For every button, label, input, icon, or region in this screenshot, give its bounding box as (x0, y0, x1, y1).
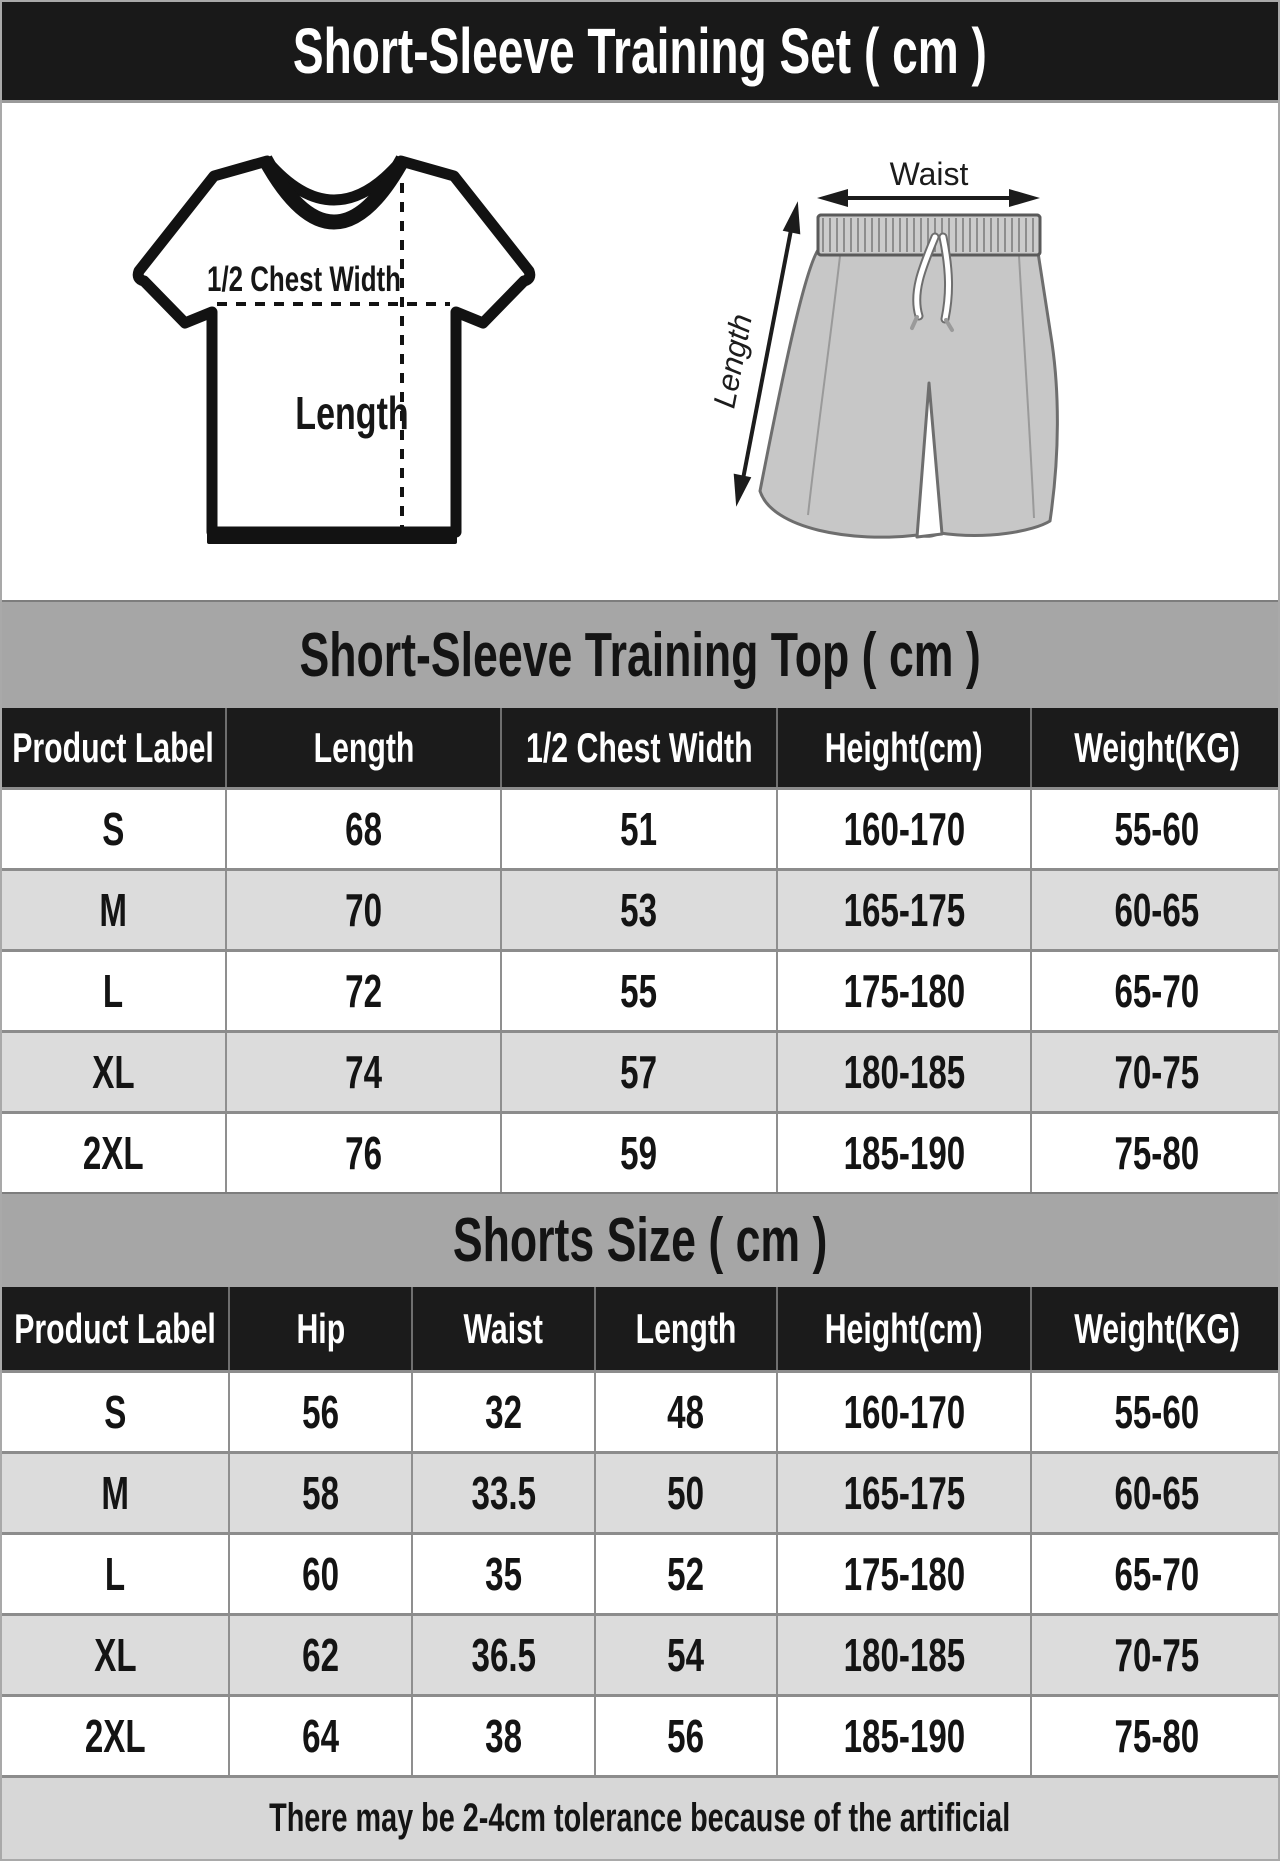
shorts-table-title: Shorts Size ( cm ) (452, 1206, 828, 1275)
table-row (2, 1370, 1280, 1451)
table-cell: 175-180 (778, 952, 1032, 1030)
tshirt-hem (207, 528, 457, 544)
table-row (2, 1613, 1280, 1694)
top-table-section-header (2, 600, 1278, 708)
top-table-title: Short-Sleeve Training Top ( cm ) (299, 620, 981, 690)
table-cell: 58 (230, 1454, 413, 1532)
table-row (2, 868, 1280, 949)
column-header: Length (227, 708, 502, 787)
table-cell: 60-65 (1114, 884, 1200, 936)
table-cell: 65-70 (1114, 965, 1200, 1017)
measurement-diagrams (2, 103, 1278, 600)
table-row (2, 1532, 1280, 1613)
column-header: Weight(KG) (1032, 1287, 1280, 1370)
table-cell: 75-80 (1114, 1710, 1200, 1762)
table-cell: 180-185 (778, 1033, 1032, 1111)
table-cell: 60-65 (1114, 1467, 1200, 1519)
column-header: Height(cm) (778, 708, 1032, 787)
table-cell: 64 (230, 1697, 413, 1775)
tolerance-note (2, 1775, 1278, 1859)
page-title: Short-Sleeve Training Set ( cm ) (293, 15, 987, 87)
diagram-canvas (2, 103, 1280, 600)
shorts-length-label: Length (706, 311, 759, 411)
column-header: Product Label (2, 1287, 230, 1370)
shorts-body (760, 246, 1057, 537)
table-cell: 56 (230, 1373, 413, 1451)
table-cell: 72 (227, 952, 502, 1030)
size-label-cell: S (2, 1373, 230, 1451)
table-cell: 50 (596, 1454, 778, 1532)
table-cell: 55 (502, 952, 778, 1030)
table-row (2, 1030, 1280, 1111)
table-cell: 68 (227, 790, 502, 868)
table-cell: 32 (413, 1373, 596, 1451)
table-cell: 70-75 (1114, 1046, 1200, 1098)
size-label-cell: M (2, 871, 227, 949)
table-cell: 35 (413, 1535, 596, 1613)
size-label-cell: M (2, 1454, 230, 1532)
table-cell: 180-185 (778, 1616, 1032, 1694)
table-cell: 185-190 (778, 1114, 1032, 1192)
table-cell: 36.5 (413, 1616, 596, 1694)
size-label-cell: XL (2, 1616, 230, 1694)
table-cell: 74 (227, 1033, 502, 1111)
column-header: Weight(KG) (1032, 708, 1280, 787)
table-cell: 53 (502, 871, 778, 949)
size-label-cell: L (2, 1535, 230, 1613)
table-row (2, 787, 1280, 868)
table-cell: 165-175 (778, 1454, 1032, 1532)
size-label-cell: L (2, 952, 227, 1030)
column-header: 1/2 Chest Width (502, 708, 778, 787)
table-cell: 185-190 (778, 1697, 1032, 1775)
size-label-cell: 2XL (2, 1697, 230, 1775)
table-cell: 55-60 (1114, 803, 1200, 855)
size-label-cell: XL (2, 1033, 227, 1111)
table-cell: 160-170 (778, 1373, 1032, 1451)
table-cell: 60 (230, 1535, 413, 1613)
tshirt-chest-label: 1/2 Chest Width (207, 259, 401, 299)
table-cell: 33.5 (413, 1454, 596, 1532)
table-cell: 65-70 (1114, 1548, 1200, 1600)
table-cell: 59 (502, 1114, 778, 1192)
shorts-waist-label: Waist (889, 156, 969, 192)
column-header: Waist (413, 1287, 596, 1370)
top-table-header-row (2, 708, 1280, 787)
table-cell: 75-80 (1114, 1127, 1200, 1179)
table-cell: 76 (227, 1114, 502, 1192)
table-row (2, 1694, 1280, 1775)
table-cell: 48 (596, 1373, 778, 1451)
table-cell: 55-60 (1114, 1386, 1200, 1438)
tolerance-note-text: There may be 2-4cm tolerance because of the artificial (269, 1796, 1011, 1840)
table-row (2, 1111, 1280, 1192)
page-title-bar (2, 2, 1278, 103)
table-row (2, 1451, 1280, 1532)
table-cell: 56 (596, 1697, 778, 1775)
table-row (2, 949, 1280, 1030)
table-cell: 160-170 (778, 790, 1032, 868)
shorts-table-section-header (2, 1192, 1278, 1287)
shorts-diagram (706, 156, 1057, 537)
tshirt-diagram (138, 159, 530, 544)
table-cell: 57 (502, 1033, 778, 1111)
table-cell: 52 (596, 1535, 778, 1613)
table-cell: 70-75 (1114, 1629, 1200, 1681)
table-cell: 51 (502, 790, 778, 868)
table-cell: 70 (227, 871, 502, 949)
column-header: Length (596, 1287, 778, 1370)
table-cell: 62 (230, 1616, 413, 1694)
table-cell: 38 (413, 1697, 596, 1775)
size-label-cell: 2XL (2, 1114, 227, 1192)
shorts-table-header-row (2, 1287, 1280, 1370)
size-label-cell: S (2, 790, 227, 868)
tshirt-length-label: Length (295, 386, 409, 440)
table-cell: 175-180 (778, 1535, 1032, 1613)
table-cell: 165-175 (778, 871, 1032, 949)
column-header: Product Label (2, 708, 227, 787)
column-header: Hip (230, 1287, 413, 1370)
column-header: Height(cm) (778, 1287, 1032, 1370)
table-cell: 54 (596, 1616, 778, 1694)
